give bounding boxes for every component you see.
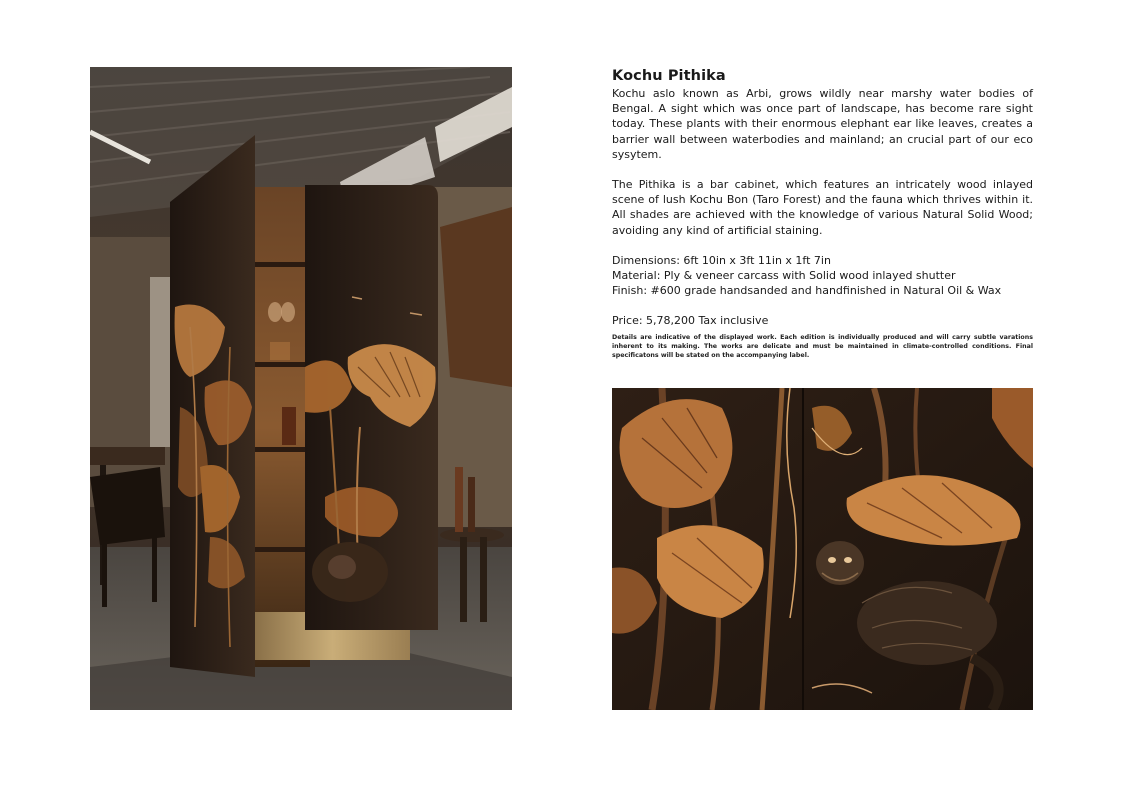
product-description bbox=[612, 68, 1033, 360]
material-text: Material: Ply & veneer carcass with Solid wood inlayed shutter bbox=[612, 269, 956, 283]
finish-text: Finish: #600 grade handsanded and handfinished in Natural Oil & Wax bbox=[612, 284, 1002, 298]
cabinet-photo bbox=[90, 67, 512, 710]
cabinet-photo-image bbox=[90, 67, 512, 710]
inlay-detail-image bbox=[612, 388, 1033, 710]
description-paragraph: The Pithika is a bar cabinet, which features an intricately wood inlayed scene of lush Kochu Bon (Taro Forest) and the fauna which thrives within it. All shades are achieved with the knowledge of various Natural Solid Wood; avoiding any kind of artificial staining. bbox=[612, 178, 1033, 237]
intro-paragraph: Kochu aslo known as Arbi, grows wildly near marshy water bodies of Bengal. A sight which was once part of landscape, has become rare sight today. These plants with their enormous elephant ear like leaves, creates a barrier wall between waterbodies and mainland; an crucial part of our eco sysytem. bbox=[612, 87, 1033, 161]
dimensions-text: Dimensions: 6ft 10in x 3ft 11in x 1ft 7in bbox=[612, 253, 831, 267]
product-title: Kochu Pithika bbox=[612, 68, 726, 84]
price-text: Price: 5,78,200 Tax inclusive bbox=[612, 314, 769, 328]
disclaimer-text: Details are indicative of the displayed work. Each edition is individually produced and will carry subtle varations inherent to its making. The works are delicate and must be maintained in climate-controlled conditions. Final specificatons will be stated on the accompanying label. bbox=[612, 334, 1033, 359]
inlay-detail-photo bbox=[612, 388, 1033, 710]
